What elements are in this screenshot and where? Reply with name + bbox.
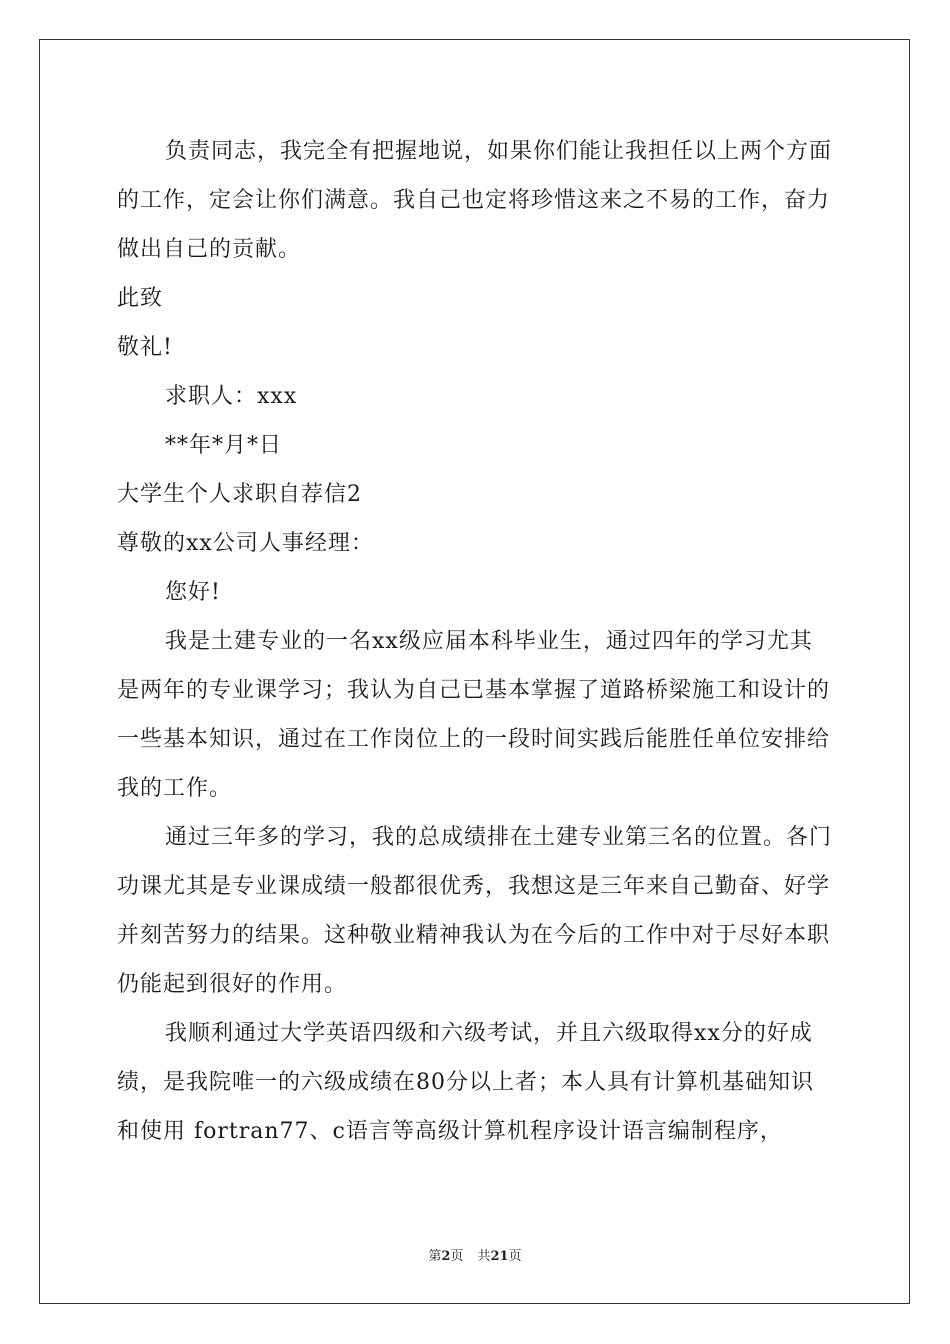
paragraph-intro: 我是土建专业的一名xx级应届本科毕业生，通过四年的学习尤其是两年的专业课学习；我认为自己已基本掌握了道路桥梁施工和设计的一些基本知识，通过在工作岗位上的一段时间实践后能胜任单位安排给我的工作。 bbox=[117, 629, 831, 801]
salutation-jingli: 敬礼! bbox=[117, 335, 173, 360]
letter-greeting: 您好! bbox=[165, 580, 221, 605]
footer-total-prefix: 共 bbox=[477, 1249, 491, 1264]
paragraph-closing: 负责同志，我完全有把握地说，如果你们能让我担任以上两个方面的工作，定会让你们满意。我自己也定将珍惜这来之不易的工作，奋力做出自己的贡献。 bbox=[117, 139, 833, 262]
paragraph-skills: 我顺利通过大学英语四级和六级考试，并且六级取得xx分的好成绩，是我院唯一的六级成绩在80分以上者；本人具有计算机基础知识和使用 fortran77、c语言等高级计算机程序设计语言编制程序， bbox=[117, 1021, 814, 1144]
letter-addressee: 尊敬的xx公司人事经理： bbox=[117, 531, 374, 556]
section-title: 大学生个人求职自荐信2 bbox=[117, 482, 362, 507]
page-footer bbox=[0, 1245, 950, 1264]
letter-date: **年*月*日 bbox=[165, 433, 283, 458]
applicant-signature: 求职人：xxx bbox=[165, 384, 298, 409]
salutation-cizhi: 此致 bbox=[117, 286, 164, 311]
footer-page-total: 21 bbox=[490, 1249, 509, 1264]
footer-page-suffix: 页 bbox=[450, 1249, 464, 1264]
paragraph-grades: 通过三年多的学习，我的总成绩排在土建专业第三名的位置。各门功课尤其是专业课成绩一般都很优秀，我想这是三年来自己勤奋、好学并刻苦努力的结果。这种敬业精神我认为在今后的工作中对于尽好本职仍能起到很好的作用。 bbox=[117, 825, 833, 997]
document-body bbox=[117, 127, 835, 1156]
footer-total-suffix: 页 bbox=[508, 1249, 522, 1264]
footer-page-current: 2 bbox=[441, 1249, 451, 1264]
footer-page-prefix: 第 bbox=[428, 1249, 442, 1264]
